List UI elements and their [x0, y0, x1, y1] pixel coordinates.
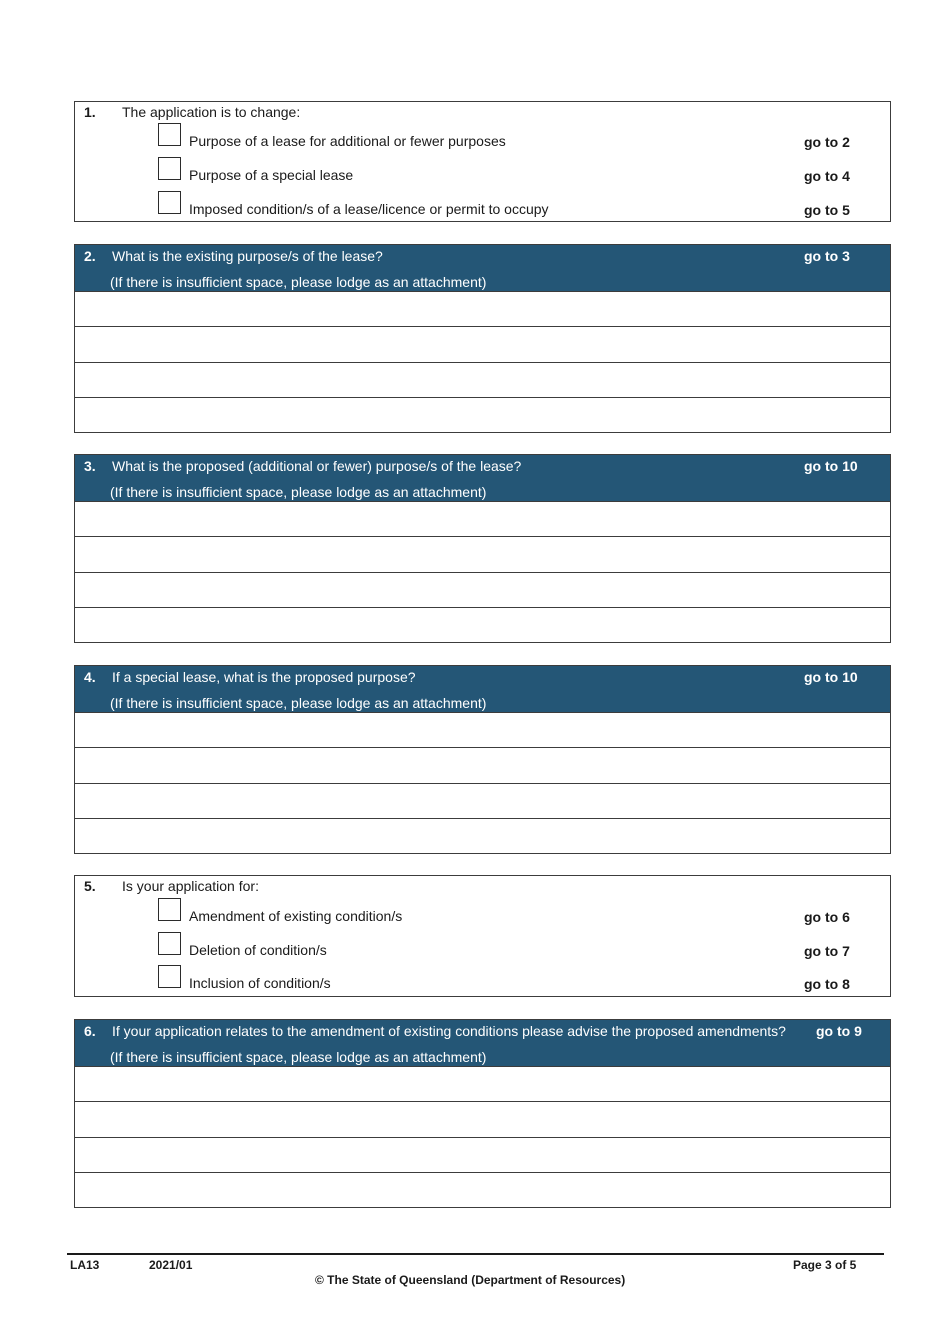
- question-5-box: [74, 875, 891, 997]
- goto-label: go to 3: [804, 248, 850, 264]
- q5-option-inclusion[interactable]: [158, 965, 858, 993]
- question-2-header: [75, 245, 890, 291]
- option-label: Purpose of a lease for additional or fewer purposes: [189, 133, 506, 149]
- question-6-text: If your application relates to the amendment of existing conditions please advise the proposed amendments?: [112, 1023, 786, 1039]
- answer-line[interactable]: [75, 326, 890, 362]
- answer-line[interactable]: [75, 607, 890, 642]
- answer-line[interactable]: [75, 572, 890, 607]
- answer-line[interactable]: [75, 362, 890, 397]
- question-5-text: Is your application for:: [122, 878, 259, 894]
- question-2-number: 2.: [84, 248, 96, 264]
- checkbox[interactable]: [158, 191, 181, 214]
- answer-line[interactable]: [75, 397, 890, 432]
- q1-option-imposed-conditions[interactable]: [158, 191, 858, 219]
- form-code: LA13: [70, 1258, 100, 1272]
- goto-label: go to 9: [816, 1023, 862, 1039]
- footer-divider: [67, 1253, 884, 1255]
- answer-line[interactable]: [75, 747, 890, 783]
- question-3-text: What is the proposed (additional or fewer) purpose/s of the lease?: [112, 458, 522, 474]
- question-1-number: 1.: [84, 104, 96, 120]
- goto-label: go to 6: [804, 909, 850, 925]
- question-5-number: 5.: [84, 878, 96, 894]
- goto-label: go to 10: [804, 458, 858, 474]
- checkbox[interactable]: [158, 123, 181, 146]
- answer-line[interactable]: [75, 1172, 890, 1207]
- option-label: Imposed condition/s of a lease/licence or permit to occupy: [189, 201, 549, 217]
- question-3-box: [74, 454, 891, 643]
- question-4-number: 4.: [84, 669, 96, 685]
- answer-line[interactable]: [75, 818, 890, 853]
- goto-label: go to 7: [804, 943, 850, 959]
- goto-label: go to 2: [804, 134, 850, 150]
- copyright: © The State of Queensland (Department of Resources): [315, 1273, 626, 1287]
- question-6-number: 6.: [84, 1023, 96, 1039]
- answer-line[interactable]: [75, 1101, 890, 1137]
- question-6-header: [75, 1020, 890, 1066]
- q5-option-deletion[interactable]: [158, 932, 858, 960]
- attachment-note: (If there is insufficient space, please lodge as an attachment): [110, 695, 487, 711]
- answer-line[interactable]: [75, 712, 890, 747]
- attachment-note: (If there is insufficient space, please lodge as an attachment): [110, 274, 487, 290]
- question-3-header: [75, 455, 890, 501]
- attachment-note: (If there is insufficient space, please lodge as an attachment): [110, 1049, 487, 1065]
- question-4-box: [74, 665, 891, 854]
- answer-line[interactable]: [75, 291, 890, 326]
- option-label: Purpose of a special lease: [189, 167, 354, 183]
- goto-label: go to 5: [804, 202, 850, 218]
- q5-option-amendment[interactable]: [158, 898, 858, 926]
- question-2-box: [74, 244, 891, 433]
- option-label: Amendment of existing condition/s: [189, 908, 403, 924]
- answer-line[interactable]: [75, 783, 890, 818]
- option-label: Deletion of condition/s: [189, 942, 327, 958]
- page-number: Page 3 of 5: [793, 1258, 857, 1272]
- question-1-text: The application is to change:: [122, 104, 301, 120]
- goto-label: go to 10: [804, 669, 858, 685]
- checkbox[interactable]: [158, 898, 181, 921]
- question-4-text: If a special lease, what is the proposed purpose?: [112, 669, 416, 685]
- goto-label: go to 4: [804, 168, 850, 184]
- attachment-note: (If there is insufficient space, please lodge as an attachment): [110, 484, 487, 500]
- question-4-header: [75, 666, 890, 712]
- question-6-box: [74, 1019, 891, 1208]
- question-2-text: What is the existing purpose/s of the lease?: [112, 248, 383, 264]
- q1-option-special-lease[interactable]: [158, 157, 858, 185]
- answer-line[interactable]: [75, 1066, 890, 1101]
- checkbox[interactable]: [158, 965, 181, 988]
- q1-option-lease-purpose[interactable]: [158, 123, 858, 151]
- option-label: Inclusion of condition/s: [189, 975, 331, 991]
- question-1-box: [74, 101, 891, 222]
- checkbox[interactable]: [158, 932, 181, 955]
- answer-line[interactable]: [75, 1137, 890, 1172]
- answer-line[interactable]: [75, 536, 890, 572]
- answer-line[interactable]: [75, 501, 890, 536]
- form-version: 2021/01: [149, 1258, 193, 1272]
- checkbox[interactable]: [158, 157, 181, 180]
- question-3-number: 3.: [84, 458, 96, 474]
- goto-label: go to 8: [804, 976, 850, 992]
